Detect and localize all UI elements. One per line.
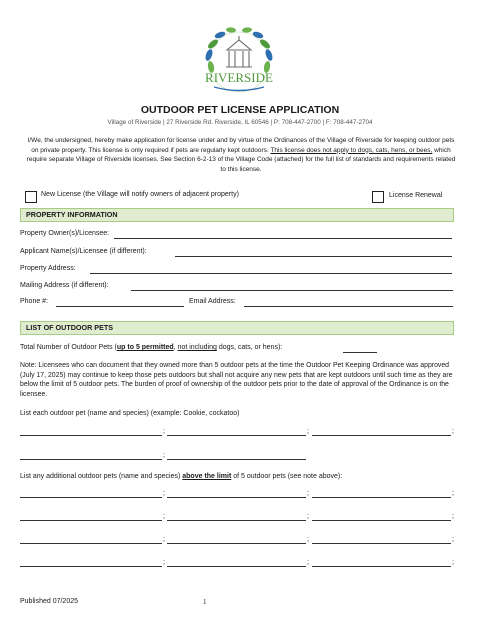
license-renewal-checkbox[interactable] <box>372 191 384 203</box>
published-date: Published 07/2025 <box>20 598 78 605</box>
additional-pet-field[interactable] <box>167 543 306 544</box>
pet-list-label: List each outdoor pet (name and species) (example: Cookie, cockatoo) <box>20 410 240 417</box>
separator: ; <box>163 559 165 566</box>
property-address-label: Property Address: <box>20 265 76 272</box>
applicant-field[interactable] <box>175 256 452 257</box>
separator: ; <box>452 490 454 497</box>
email-label: Email Address: <box>189 298 236 305</box>
new-license-label: New License (the Village will notify owners of adjacent property) <box>41 191 239 198</box>
page-title: OUTDOOR PET LICENSE APPLICATION <box>140 104 340 116</box>
total-pets-field[interactable] <box>343 352 377 353</box>
property-address-field[interactable] <box>90 273 452 274</box>
additional-pet-field[interactable] <box>167 566 306 567</box>
pet-entry-field[interactable] <box>20 459 162 460</box>
pet-entry-field[interactable] <box>167 435 306 436</box>
intro-paragraph: I/We, the undersigned, hereby make application for license under and by virtue of the Ordinances of the Village of Riverside for keeping outdoor pets on private property. This license is only required if pets are regularly kept outdoors. This license does not apply to dogs, cats, hens, or bees, which require separate Village of Riverside licenses. See Section 6-2-13 of the Village Code (attached) for the full list of standards and requirements related to this license. <box>26 137 456 173</box>
additional-pet-field[interactable] <box>20 520 162 521</box>
additional-pet-field[interactable] <box>312 520 451 521</box>
separator: ; <box>163 428 165 435</box>
phone-label: Phone #: <box>20 298 49 305</box>
village-logo <box>198 22 280 104</box>
additional-pet-field[interactable] <box>167 497 306 498</box>
separator: ; <box>452 559 454 566</box>
page-number: 1 <box>203 598 207 606</box>
additional-pet-field[interactable] <box>20 566 162 567</box>
river-icon <box>214 87 264 91</box>
pet-entry-field[interactable] <box>167 459 306 460</box>
separator: ; <box>307 490 309 497</box>
additional-pet-field[interactable] <box>312 497 451 498</box>
separator: ; <box>452 428 454 435</box>
separator: ; <box>163 490 165 497</box>
total-pets-label: Total Number of Outdoor Pets (up to 5 permitted, not including dogs, cats, or hens): <box>20 344 283 351</box>
license-renewal-label: License Renewal <box>389 192 443 199</box>
logo-wordmark: RIVERSIDE <box>205 70 273 85</box>
separator: ; <box>307 513 309 520</box>
gazebo-icon <box>226 36 252 67</box>
additional-pet-field[interactable] <box>20 543 162 544</box>
separator: ; <box>307 536 309 543</box>
email-field[interactable] <box>244 306 453 307</box>
additional-pet-field[interactable] <box>312 566 451 567</box>
pets-section-header: LIST OF OUTDOOR PETS <box>20 321 454 335</box>
property-section-header: PROPERTY INFORMATION <box>20 208 454 222</box>
intro-exclusion: This license does not apply to dogs, cats, hens, or bees, <box>270 146 433 154</box>
separator: ; <box>307 559 309 566</box>
owner-label: Property Owner(s)/Licensee: <box>20 230 110 237</box>
new-license-checkbox[interactable] <box>25 191 37 203</box>
additional-pets-label: List any additional outdoor pets (name and species) above the limit of 5 outdoor pets (see note above): <box>20 473 343 480</box>
pet-entry-field[interactable] <box>312 435 451 436</box>
mailing-address-field[interactable] <box>131 290 453 291</box>
mailing-address-label: Mailing Address (if different): <box>20 282 109 289</box>
applicant-label: Applicant Name(s)/Licensee (if different): <box>20 248 147 255</box>
separator: ; <box>163 452 165 459</box>
pet-entry-field[interactable] <box>20 435 162 436</box>
phone-field[interactable] <box>56 306 184 307</box>
separator: ; <box>163 513 165 520</box>
additional-pet-field[interactable] <box>20 497 162 498</box>
owner-field[interactable] <box>114 238 452 239</box>
additional-pet-field[interactable] <box>167 520 306 521</box>
village-address: Village of Riverside | 27 Riverside Rd. Riverside, IL 60546 | P: 708-447-2700 | F: 708-447-2704 <box>107 119 373 126</box>
separator: ; <box>163 536 165 543</box>
separator: ; <box>452 513 454 520</box>
separator: ; <box>452 536 454 543</box>
additional-pet-field[interactable] <box>312 543 451 544</box>
separator: ; <box>307 428 309 435</box>
grandfather-note: Note: Licensees who can document that they owned more than 5 outdoor pets at the time the Outdoor Pet Keeping Ordinance was approved (July 17, 2025) may continue to keep those pets outdoors but shall not acquire any new pets that are kept outdoors until such time as they are below the limit of 5 outdoor pets. The burden of proof of ownership of the outdoor pets prior to the date of approval of the Ordinance is on the licensee. <box>20 362 453 398</box>
